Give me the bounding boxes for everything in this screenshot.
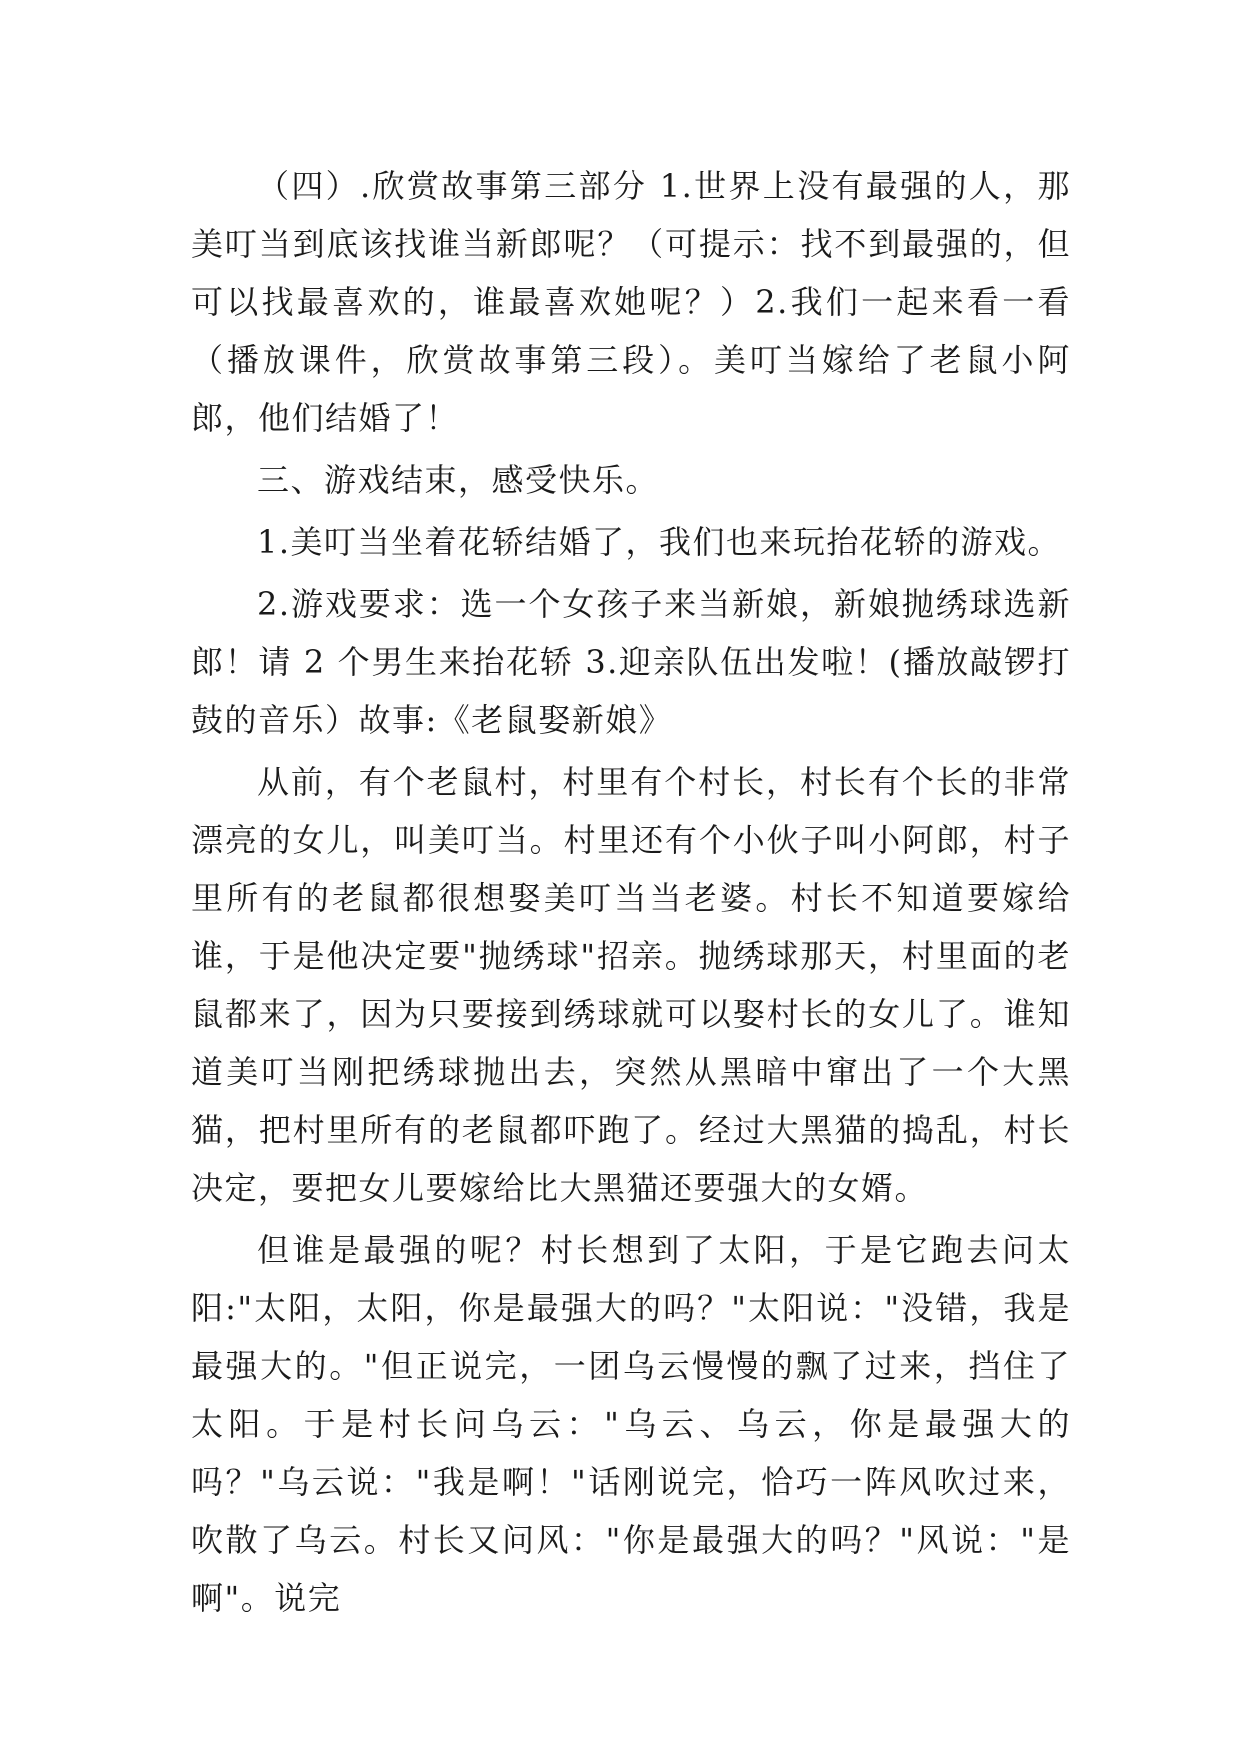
document-body bbox=[191, 157, 1071, 1631]
paragraph-story-strongest: 但谁是最强的呢？村长想到了太阳，于是它跑去问太阳:"太阳，太阳，你是最强大的吗？"太阳说："没错，我是最强大的。"但正说完，一团乌云慢慢的飘了过来，挡住了太阳。于是村长问乌云："乌云、乌云，你是最强大的吗？"乌云说："我是啊！"话刚说完，恰巧一阵风吹过来，吹散了乌云。村长又问风："你是最强大的吗？"风说："是啊"。说完 bbox=[191, 1231, 1071, 1617]
paragraph-story-opening: 从前，有个老鼠村，村里有个村长，村长有个长的非常漂亮的女儿，叫美叮当。村里还有个小伙子叫小阿郎，村子里所有的老鼠都很想娶美叮当当老婆。村长不知道要嫁给谁，于是他决定要"抛绣球"招亲。抛绣球那天，村里面的老鼠都来了，因为只要接到绣球就可以娶村长的女儿了。谁知道美叮当刚把绣球抛出去，突然从黑暗中窜出了一个大黑猫，把村里所有的老鼠都吓跑了。经过大黑猫的捣乱，村长决定，要把女儿要嫁给比大黑猫还要强大的女婿。 bbox=[191, 763, 1071, 1207]
paragraph-part-four: （四）.欣赏故事第三部分 1.世界上没有最强的人，那美叮当到底该找谁当新郎呢？（可提示：找不到最强的，但可以找最喜欢的，谁最喜欢她呢？）2.我们一起来看一看（播放课件，欣赏故事第三段）。美叮当嫁给了老鼠小阿郎，他们结婚了！ bbox=[191, 167, 1071, 437]
paragraph-game-step-2: 2.游戏要求：选一个女孩子来当新娘，新娘抛绣球选新郎！请 2 个男生来抬花轿 3.迎亲队伍出发啦！(播放敲锣打鼓的音乐）故事:《老鼠娶新娘》 bbox=[191, 585, 1071, 739]
paragraph-game-step-1: 1.美叮当坐着花轿结婚了，我们也来玩抬花轿的游戏。 bbox=[257, 523, 1062, 561]
heading-game-end: 三、游戏结束，感受快乐。 bbox=[257, 461, 660, 499]
